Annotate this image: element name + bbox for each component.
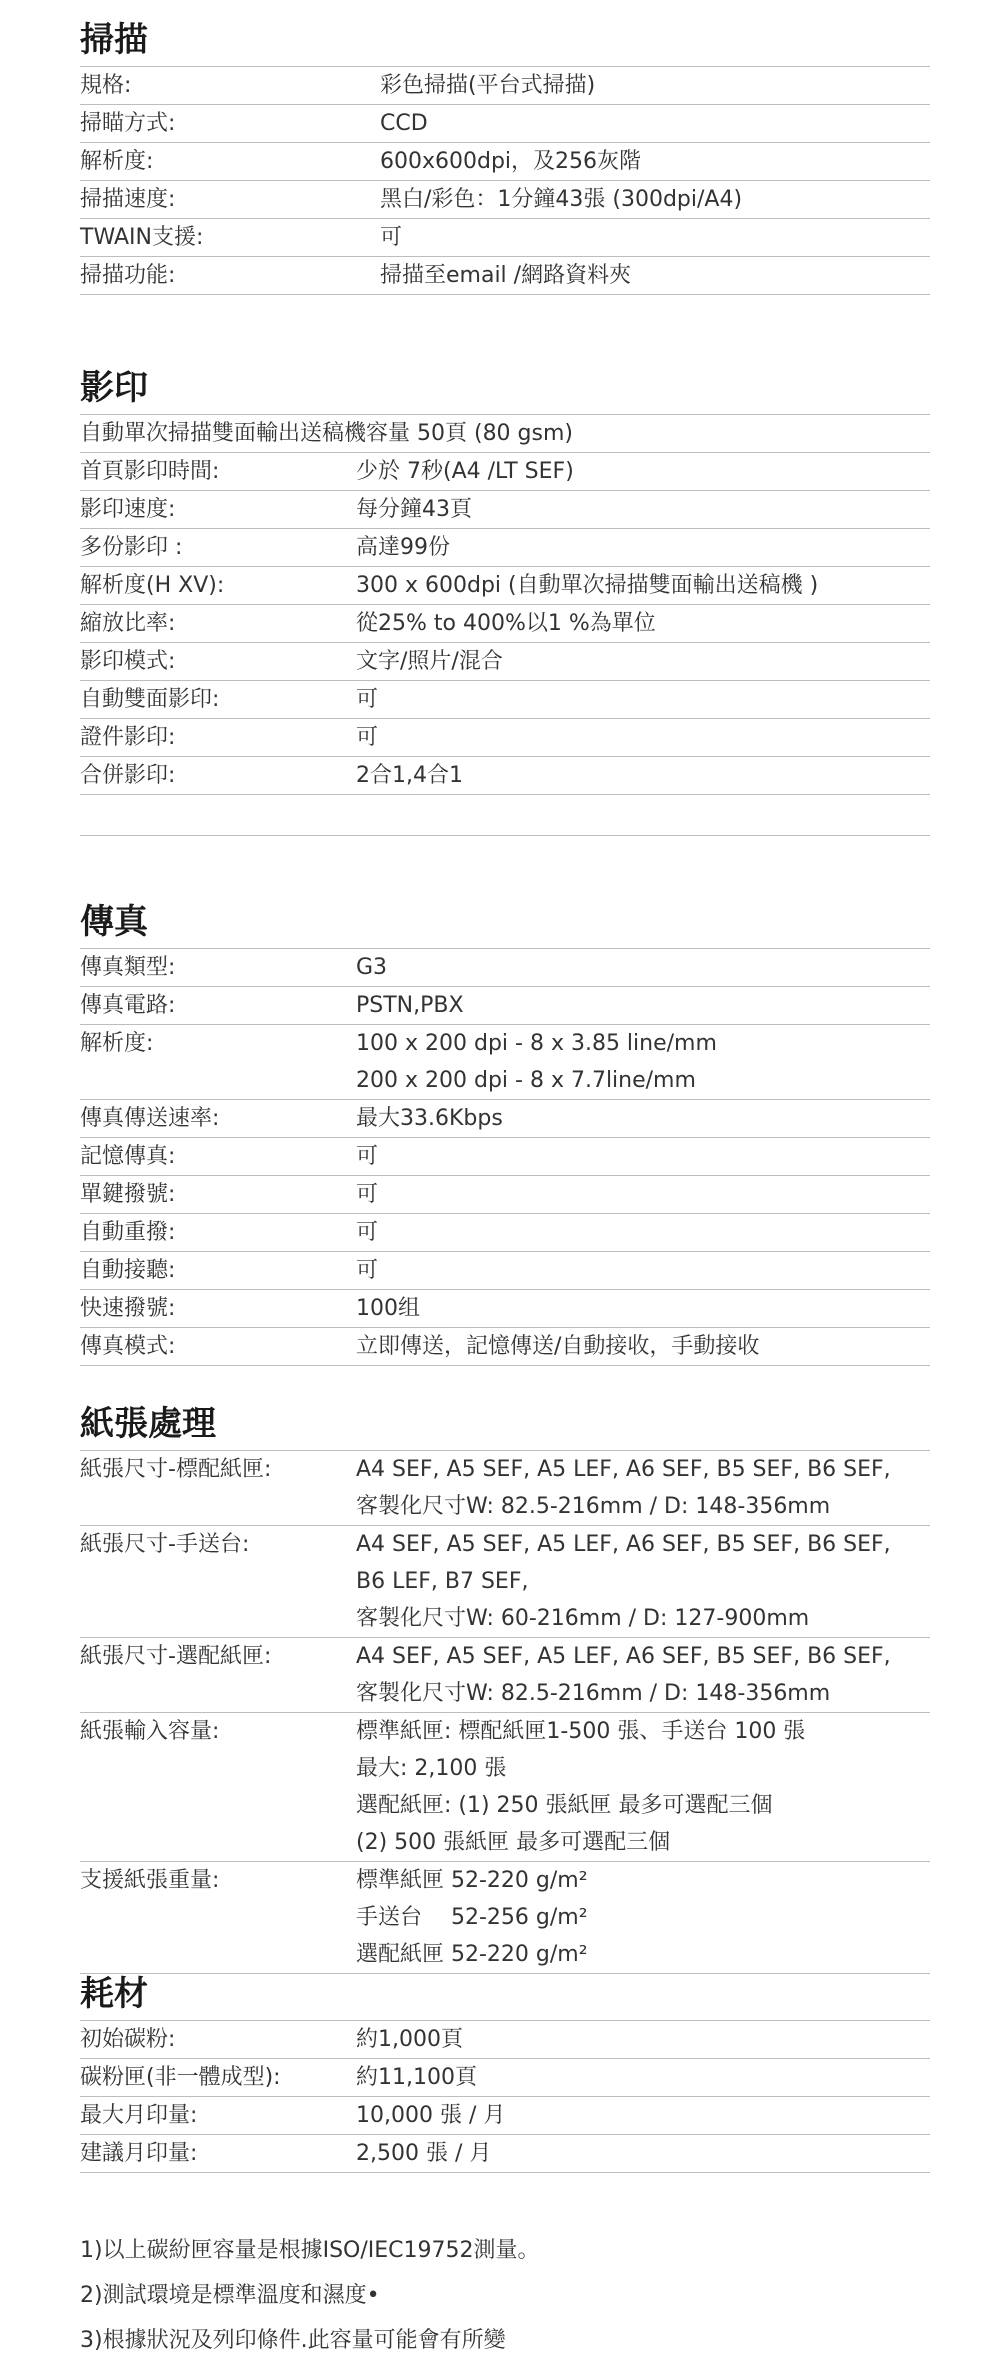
section-title-scan: 掃描 <box>80 20 148 60</box>
spec-row <box>80 1450 930 1525</box>
spec-value-line: 客製化尺寸W: 82.5-216mm / D: 148-356mm <box>356 1494 831 1519</box>
spec-label: 解析度: <box>80 1031 154 1056</box>
spec-row <box>80 142 930 180</box>
spec-row <box>80 2134 930 2173</box>
spec-label: 影印速度: <box>80 497 176 522</box>
spec-value-line: 600x600dpi，及256灰階 <box>380 149 642 174</box>
footnote: 2)測試環境是標準溫度和濕度• <box>80 2283 380 2308</box>
section-copy <box>80 348 930 836</box>
spec-value-line: 可 <box>356 1220 379 1245</box>
spec-label: 合併影印: <box>80 763 176 788</box>
spec-value <box>356 491 472 528</box>
spec-value-line: 手送台 52-256 g/m² <box>356 1905 588 1930</box>
spec-value-line: 立即傳送，記憶傳送/自動接收，手動接收 <box>356 1334 760 1359</box>
spec-value-line: 可 <box>356 1182 379 1207</box>
spec-row <box>80 1213 930 1251</box>
section-title-paper: 紙張處理 <box>80 1404 216 1444</box>
spec-value-line: 可 <box>356 1258 379 1283</box>
spec-value-line: 客製化尺寸W: 82.5-216mm / D: 148-356mm <box>356 1681 831 1706</box>
spec-label: 建議月印量: <box>80 2141 198 2166</box>
spec-row <box>80 490 930 528</box>
spec-row <box>80 414 930 452</box>
spec-value-line: 最大: 2,100 張 <box>356 1756 507 1781</box>
spec-row <box>80 528 930 566</box>
spec-value <box>356 1100 503 1137</box>
spec-value-line: 可 <box>356 1144 379 1169</box>
spec-value-line: 選配紙匣 52-220 g/m² <box>356 1942 588 1967</box>
spec-label: 快速撥號: <box>80 1296 176 1321</box>
spec-value <box>356 453 574 490</box>
spec-label: 自動接聽: <box>80 1258 176 1283</box>
spec-value-line: 每分鐘43頁 <box>356 497 472 522</box>
spec-value <box>380 181 742 218</box>
spec-row <box>80 680 930 718</box>
spec-value <box>356 529 450 566</box>
spec-label: 影印模式: <box>80 649 176 674</box>
spec-value <box>356 987 464 1024</box>
spec-value <box>356 1713 805 1861</box>
spec-value-line: 最大33.6Kbps <box>356 1106 503 1131</box>
spec-label: 單鍵撥號: <box>80 1182 176 1207</box>
spec-value <box>380 257 631 294</box>
spec-value-line: 可 <box>380 225 403 250</box>
spec-label: 支援紙張重量: <box>80 1868 220 1893</box>
spec-row <box>80 642 930 680</box>
spec-row <box>80 256 930 295</box>
spec-value-line: 可 <box>356 725 379 750</box>
section-title-copy: 影印 <box>80 368 148 408</box>
spec-label: 傳真類型: <box>80 955 176 980</box>
section-divider <box>80 795 930 836</box>
spec-value <box>356 949 387 986</box>
spec-label: 傳真模式: <box>80 1334 176 1359</box>
spec-value <box>356 1526 891 1637</box>
spec-value-line: 可 <box>356 687 379 712</box>
spec-table-supplies <box>80 2020 930 2173</box>
spec-label: 紙張尺寸-標配紙匣: <box>80 1457 272 1482</box>
spec-row <box>80 218 930 256</box>
section-scan <box>80 0 930 295</box>
spec-table-fax <box>80 948 930 1366</box>
spec-row <box>80 66 930 104</box>
spec-row <box>80 1137 930 1175</box>
spec-value-line: 標準紙匣 52-220 g/m² <box>356 1868 588 1893</box>
spec-value-line: 200 x 200 dpi - 8 x 7.7line/mm <box>356 1068 696 1093</box>
spec-value-line: 黑白/彩色：1分鐘43張 (300dpi/A4) <box>380 187 743 212</box>
spec-value <box>356 605 656 642</box>
section-title-fax: 傳真 <box>80 902 148 942</box>
spec-row <box>80 1175 930 1213</box>
spec-value-line: 100 x 200 dpi - 8 x 3.85 line/mm <box>356 1031 717 1056</box>
spec-label: 解析度: <box>80 149 154 174</box>
spec-value-line: 掃描至email /網路資料夾 <box>380 263 632 288</box>
spec-value-line: 高達99份 <box>356 535 450 560</box>
spec-label: 證件影印: <box>80 725 176 750</box>
spec-label: 記憶傳真: <box>80 1144 176 1169</box>
spec-value <box>356 1214 378 1251</box>
spec-value-line: 少於 7秒(A4 /LT SEF) <box>356 459 574 484</box>
spec-value-line: (2) 500 張紙匣 最多可選配三個 <box>356 1830 671 1855</box>
spec-row <box>80 604 930 642</box>
spec-value-line: A4 SEF, A5 SEF, A5 LEF, A6 SEF, B5 SEF, B6 SEF, <box>356 1644 891 1669</box>
spec-row <box>80 180 930 218</box>
spec-label: 傳真傳送速率: <box>80 1106 220 1131</box>
spec-row <box>80 2020 930 2058</box>
spec-value-line: B6 LEF, B7 SEF, <box>356 1569 529 1594</box>
spec-value-line: A4 SEF, A5 SEF, A5 LEF, A6 SEF, B5 SEF, B6 SEF, <box>356 1532 891 1557</box>
spec-value <box>380 67 595 104</box>
spec-value <box>356 1290 420 1327</box>
spec-value-line: 選配紙匣: (1) 250 張紙匣 最多可選配三個 <box>356 1793 773 1818</box>
spec-row <box>80 104 930 142</box>
spec-value <box>356 1252 378 1289</box>
footnotes <box>80 2228 540 2363</box>
spec-row <box>80 1251 930 1289</box>
spec-label: 最大月印量: <box>80 2103 198 2128</box>
spec-value-line: 客製化尺寸W: 60-216mm / D: 127-900mm <box>356 1606 810 1631</box>
spec-label: 縮放比率: <box>80 611 176 636</box>
spec-label: TWAIN支援: <box>80 225 204 250</box>
spec-label: 紙張輸入容量: <box>80 1719 220 1744</box>
spec-row <box>80 1525 930 1637</box>
spec-value <box>356 1138 378 1175</box>
spec-value-line: G3 <box>356 955 388 980</box>
spec-value-line: 100组 <box>356 1296 420 1321</box>
spec-value <box>356 1025 717 1099</box>
spec-value <box>356 2135 491 2172</box>
spec-value-line: CCD <box>380 111 428 136</box>
spec-value-line: 從25% to 400%以1 %為單位 <box>356 611 656 636</box>
spec-label: 初始碳粉: <box>80 2027 176 2052</box>
spec-table-copy <box>80 414 930 795</box>
spec-value-line: 300 x 600dpi (自動單次掃描雙面輸出送稿機 ) <box>356 573 819 598</box>
spec-label: 紙張尺寸-手送台: <box>80 1532 250 1557</box>
spec-row <box>80 1289 930 1327</box>
spec-label: 多份影印 : <box>80 535 183 560</box>
spec-row <box>80 1024 930 1099</box>
spec-label: 掃描功能: <box>80 263 176 288</box>
spec-value <box>356 2097 505 2134</box>
spec-row <box>80 756 930 795</box>
spec-value-line: 2合1,4合1 <box>356 763 463 788</box>
spec-value <box>356 567 818 604</box>
spec-row <box>80 948 930 986</box>
spec-value-line: 10,000 張 / 月 <box>356 2103 506 2128</box>
spec-row <box>80 1327 930 1366</box>
spec-row <box>80 2096 930 2134</box>
spec-value <box>356 681 378 718</box>
spec-value <box>356 757 463 794</box>
footnote: 1)以上碳紛匣容量是根據ISO/IEC19752測量。 <box>80 2238 540 2263</box>
spec-value <box>356 1451 891 1525</box>
spec-row <box>80 1099 930 1137</box>
spec-label: 掃瞄方式: <box>80 111 176 136</box>
spec-label: 傳真電路: <box>80 993 176 1018</box>
spec-value-line: A4 SEF, A5 SEF, A5 LEF, A6 SEF, B5 SEF, B6 SEF, <box>356 1457 891 1482</box>
spec-row <box>80 1637 930 1712</box>
spec-value <box>356 1176 378 1213</box>
spec-row <box>80 566 930 604</box>
spec-value <box>356 2059 477 2096</box>
section-supplies <box>80 1954 930 2173</box>
spec-value <box>380 105 428 142</box>
section-fax <box>80 882 930 1366</box>
spec-label: 碳粉匣(非一體成型): <box>80 2065 281 2090</box>
spec-value-line: 約11,100頁 <box>356 2065 477 2090</box>
spec-value <box>356 2021 463 2058</box>
spec-row <box>80 986 930 1024</box>
spec-table-scan <box>80 66 930 295</box>
spec-value-line: 約1,000頁 <box>356 2027 463 2052</box>
spec-label: 自動重撥: <box>80 1220 176 1245</box>
spec-row <box>80 718 930 756</box>
spec-value <box>356 643 503 680</box>
spec-label: 首頁影印時間: <box>80 459 220 484</box>
spec-row <box>80 452 930 490</box>
spec-label: 紙張尺寸-選配紙匣: <box>80 1644 272 1669</box>
spec-value-line: 標準紙匣: 標配紙匣1-500 張、手送台 100 張 <box>356 1719 806 1744</box>
spec-label: 規格: <box>80 73 132 98</box>
section-paper <box>80 1384 930 1974</box>
spec-value-line: 彩色掃描(平台式掃描) <box>380 73 596 98</box>
spec-value <box>380 143 641 180</box>
spec-value <box>356 1638 891 1712</box>
spec-value-line: 2,500 張 / 月 <box>356 2141 492 2166</box>
spec-value <box>356 1328 759 1365</box>
spec-value-line: 文字/照片/混合 <box>356 649 503 674</box>
footnote: 3)根據狀況及列印條件.此容量可能會有所變 <box>80 2328 506 2353</box>
spec-value-line: PSTN,PBX <box>356 993 464 1018</box>
spec-label: 掃描速度: <box>80 187 176 212</box>
spec-table-paper <box>80 1450 930 1974</box>
spec-row <box>80 1712 930 1861</box>
spec-label: 自動雙面影印: <box>80 687 220 712</box>
section-title-supplies: 耗材 <box>80 1974 148 2014</box>
spec-label: 自動單次掃描雙面輸出送稿機容量 50頁 (80 gsm) <box>80 421 573 446</box>
spec-value <box>380 219 402 256</box>
spec-row <box>80 2058 930 2096</box>
spec-label: 解析度(H XV): <box>80 573 225 598</box>
spec-value <box>356 719 378 756</box>
